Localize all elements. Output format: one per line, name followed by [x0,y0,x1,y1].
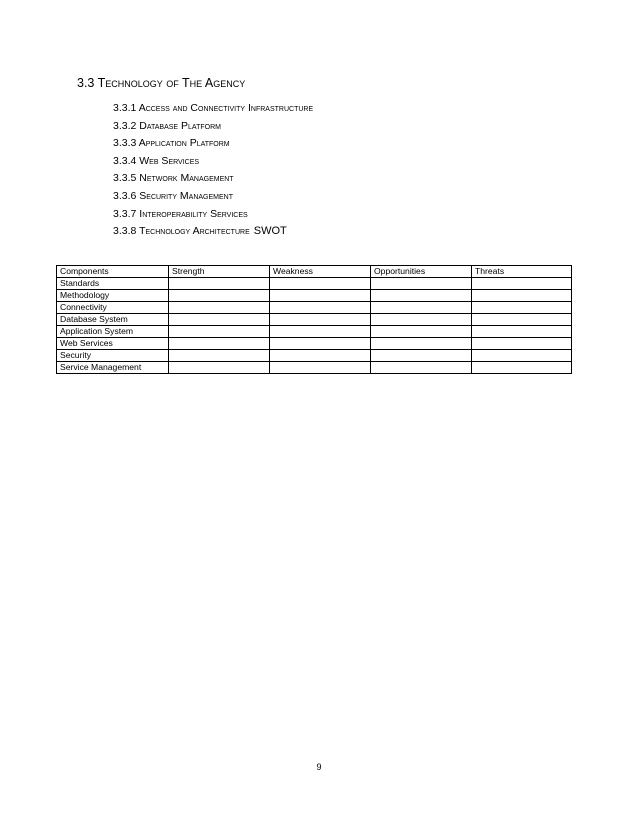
table-row [57,278,572,290]
subsection-label: 3.3.4 Web Services [113,154,200,167]
swot-cell [169,314,270,326]
swot-cell [371,278,472,290]
swot-cell [169,326,270,338]
subsection-label: 3.3.7 Interoperability Services [113,207,248,220]
swot-cell [371,350,472,362]
component-cell: Database System [57,314,169,326]
subsection-label: 3.3.8 Technology Architecture [113,225,250,238]
header-cell-weakness: Weakness [270,266,371,278]
subsection-item [113,118,313,136]
subsection-list [113,100,313,241]
table-row [57,326,572,338]
swot-cell [472,314,572,326]
swot-cell [270,350,371,362]
swot-cell [472,362,572,374]
page-number: 9 [316,762,322,772]
subsection-label: 3.3.6 Security Management [113,189,233,202]
swot-cell [270,314,371,326]
component-cell: Web Services [57,338,169,350]
swot-cell [169,362,270,374]
swot-cell [472,338,572,350]
component-cell: Standards [57,278,169,290]
swot-cell [371,314,472,326]
swot-cell [371,326,472,338]
table-row [57,350,572,362]
swot-cell [472,350,572,362]
swot-cell [270,278,371,290]
subsection-label: 3.3.2 Database Platform [113,119,221,132]
component-cell: Application System [57,326,169,338]
table-row [57,302,572,314]
subsection-item [113,206,313,224]
subsection-label: 3.3.1 Access and Connectivity Infrastructure [113,102,314,114]
swot-cell [270,290,371,302]
swot-cell [270,302,371,314]
swot-cell [472,278,572,290]
swot-cell [270,338,371,350]
subsection-item [113,223,313,241]
table-row [57,314,572,326]
table-row [57,290,572,302]
swot-cell [472,326,572,338]
component-cell: Security [57,350,169,362]
swot-cell [270,362,371,374]
section-heading: 3.3 Technology of The Agency [77,76,246,90]
swot-table [56,265,572,374]
swot-cell [169,290,270,302]
subsection-suffix: SWOT [253,225,287,238]
header-cell-opportunities: Opportunities [371,266,472,278]
header-cell-components: Components [57,266,169,278]
subsection-label: 3.3.5 Network Management [113,172,234,185]
swot-cell [169,350,270,362]
component-cell: Methodology [57,290,169,302]
swot-cell [270,326,371,338]
swot-cell [371,302,472,314]
swot-cell [169,302,270,314]
header-cell-threats: Threats [472,266,572,278]
subsection-item [113,135,313,153]
swot-cell [169,338,270,350]
swot-cell [371,338,472,350]
table-header-row [57,266,572,278]
component-cell: Service Management [57,362,169,374]
subsection-label: 3.3.3 Application Platform [113,137,230,150]
subsection-item [113,153,313,171]
header-cell-strength: Strength [169,266,270,278]
table-row [57,362,572,374]
component-cell: Connectivity [57,302,169,314]
subsection-item [113,170,313,188]
swot-cell [472,302,572,314]
subsection-item [113,188,313,206]
swot-cell [371,362,472,374]
swot-cell [472,290,572,302]
swot-cell [371,290,472,302]
subsection-item [113,100,313,118]
table-row [57,338,572,350]
swot-cell [169,278,270,290]
